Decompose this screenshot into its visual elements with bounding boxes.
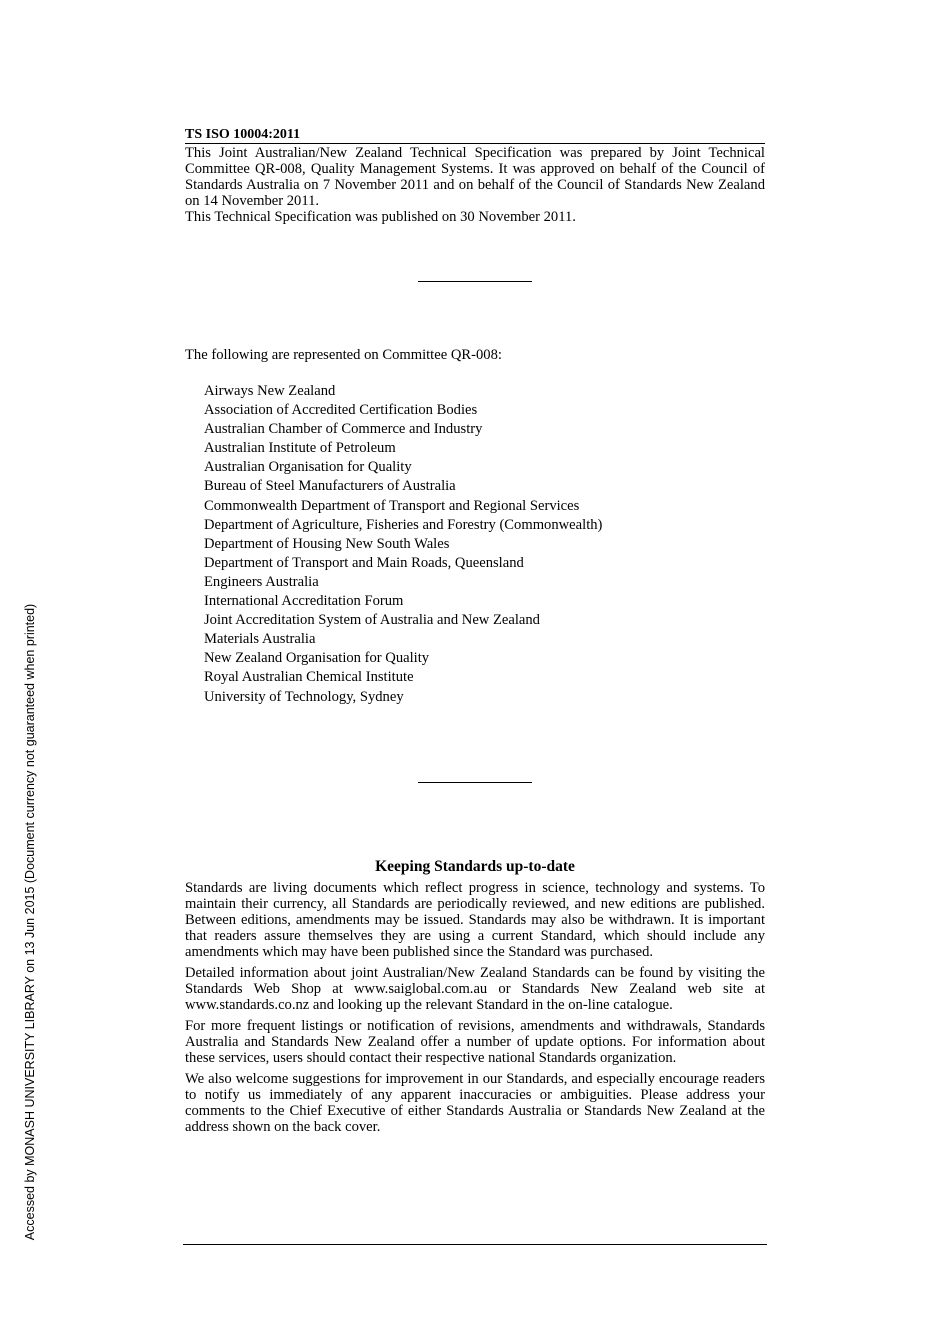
document-identifier: TS ISO 10004:2011 [185,126,765,144]
section-body [185,880,765,1140]
committee-member: New Zealand Organisation for Quality [204,650,430,667]
body-paragraph: Standards are living documents which reflect progress in science, technology and systems. To maintain their currency, all Standards are periodically reviewed, and new editions are published. Between editions, amendments may be issued. Standards may also be withdrawn. It is important that readers assure themselves they are using a current Standard, which should include any amendments which may have been published since the Standard was purchased. [185,880,765,960]
committee-member: Materials Australia [204,631,316,648]
committee-member: Engineers Australia [204,573,319,590]
committee-member: Australian Chamber of Commerce and Industry [204,421,483,438]
footer-rule [183,1244,767,1245]
committee-member: Department of Housing New South Wales [204,535,450,552]
committee-member: Commonwealth Department of Transport and Regional Services [204,497,580,514]
access-watermark: Accessed by MONASH UNIVERSITY LIBRARY on 13 Jun 2015 (Document currency not guaranteed when printed) [23,603,37,1241]
committee-member: Department of Transport and Main Roads, Queensland [204,554,524,571]
body-paragraph: Detailed information about joint Australian/New Zealand Standards can be found by visiting the Standards Web Shop at www.saiglobal.com.au or Standards New Zealand web site at www.standards.co.nz and looking up the relevant Standard in the on-line catalogue. [185,965,765,1013]
section-divider [418,281,532,282]
committee-member-list [204,382,602,707]
committee-member: Department of Agriculture, Fisheries and Forestry (Commonwealth) [204,516,603,533]
committee-member: Airways New Zealand [204,383,336,399]
committee-member: Australian Organisation for Quality [204,459,412,476]
committee-member: University of Technology, Sydney [204,688,404,705]
publication-date: This Technical Specification was published on 30 November 2011. [185,209,576,225]
committee-member: Joint Accreditation System of Australia and New Zealand [204,612,540,629]
preparation-paragraph: This Joint Australian/New Zealand Technical Specification was prepared by Joint Technical Committee QR-008, Quality Management Systems. It was approved on behalf of the Council of Standards Australia on 7 November 2011 and on behalf of the Council of Standards New Zealand on 14 November 2011. [185,145,765,209]
committee-member: Australian Institute of Petroleum [204,440,396,457]
body-paragraph: We also welcome suggestions for improvement in our Standards, and especially encourage readers to notify us immediately of any apparent inaccuracies or ambiguities. Please address your comments to the Chief Executive of either Standards Australia or Standards New Zealand at the address shown on the back cover. [185,1071,765,1135]
committee-member: International Accreditation Forum [204,593,404,610]
committee-member: Royal Australian Chemical Institute [204,669,414,686]
committee-member: Association of Accredited Certification Bodies [204,402,478,419]
committee-member: Bureau of Steel Manufacturers of Australia [204,478,456,495]
committee-intro: The following are represented on Committee QR-008: [185,347,502,363]
section-divider [418,782,532,783]
preparation-statement [185,145,765,225]
body-paragraph: For more frequent listings or notification of revisions, amendments and withdrawals, Standards Australia and Standards New Zealand offer a number of update options. For information about these services, users should contact their respective national Standards organization. [185,1018,765,1066]
section-heading: Keeping Standards up-to-date [375,858,575,875]
